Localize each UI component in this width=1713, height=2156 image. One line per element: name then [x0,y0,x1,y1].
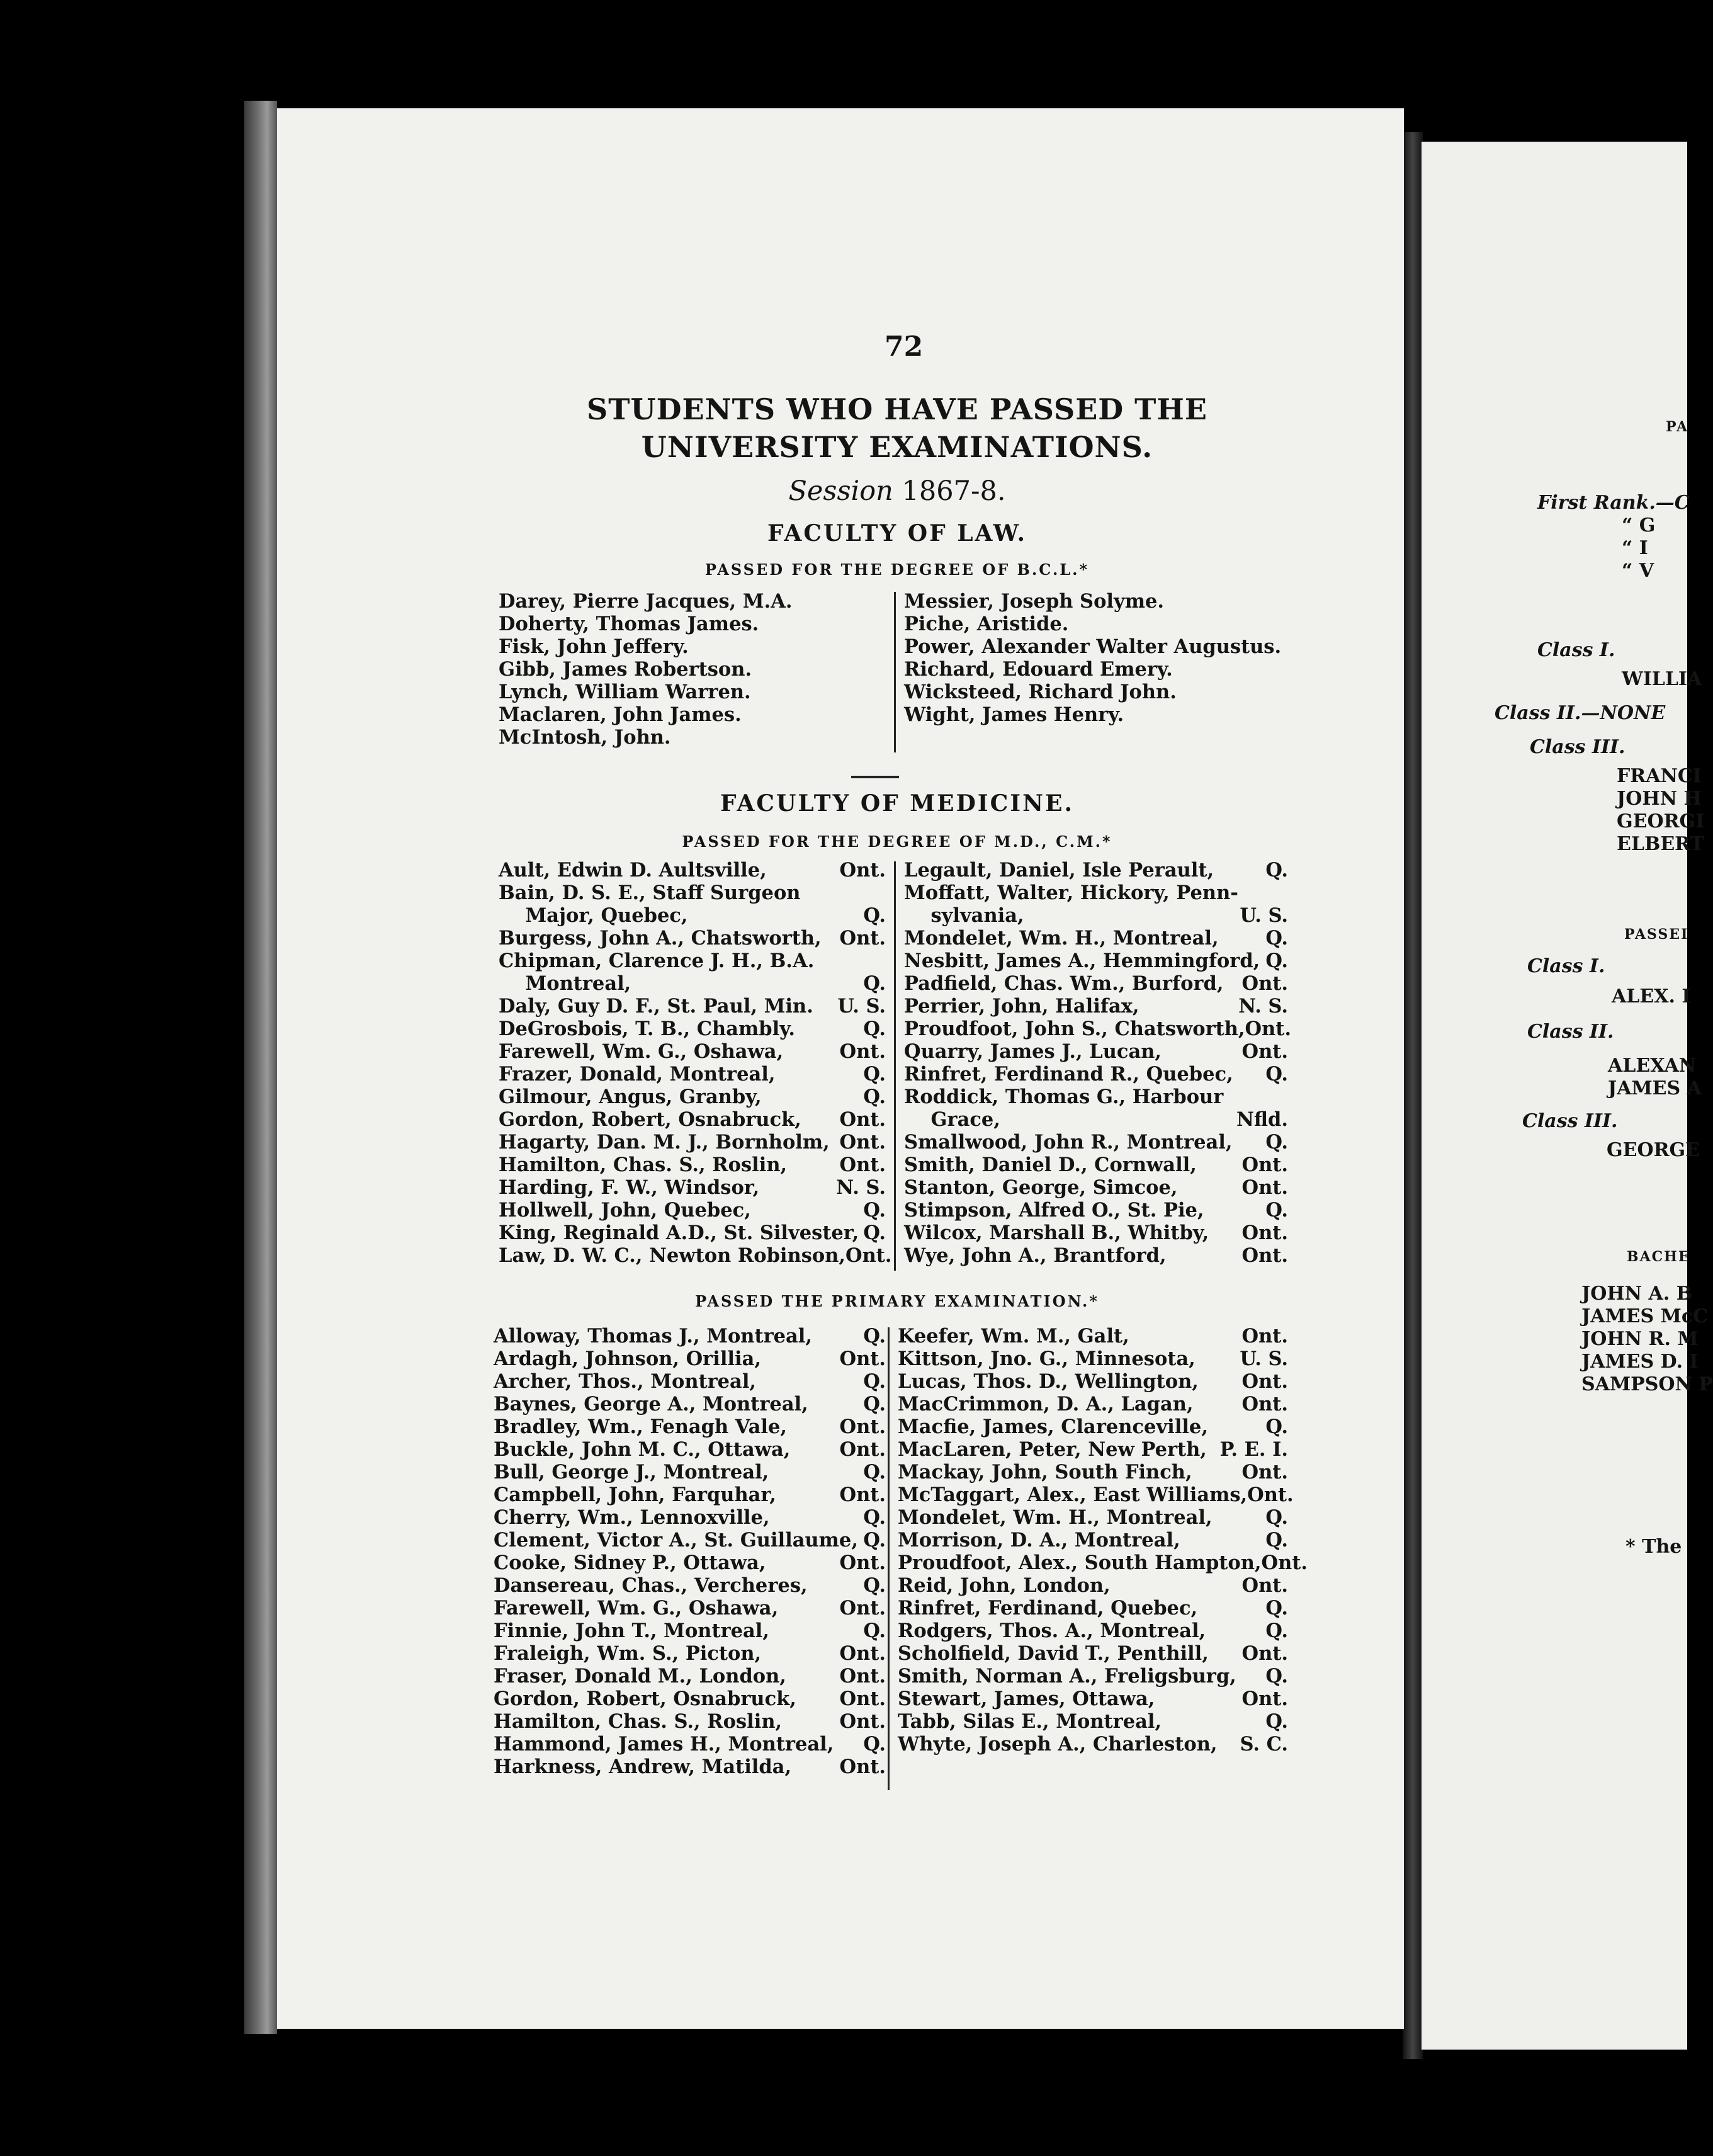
entry-province: Ont. [839,1416,886,1438]
entry-province: Ont. [1241,1574,1288,1597]
list-entry [904,1199,1288,1222]
facing-john-r-m: JOHN R. M [1581,1328,1699,1350]
entry-province: Q. [863,1574,886,1597]
law-list-right [904,590,1281,726]
facing-george: GEORGE [1607,1139,1700,1161]
list-entry [499,1154,886,1176]
entry-name: Wight, James Henry. [904,703,1124,726]
list-entry [499,1176,886,1199]
facing-franci: FRANCI [1617,765,1702,787]
entry-name: Baynes, George A., Montreal, [494,1393,808,1416]
entry-province: N. S. [836,1176,886,1199]
entry-name: Piche, Aristide. [904,613,1069,635]
list-entry [499,927,886,950]
entry-province: Ont. [1245,1018,1291,1040]
facing-bache: BACHE [1627,1249,1690,1265]
entry-name: Rodgers, Thos. A., Montreal, [898,1620,1206,1642]
list-entry [499,995,886,1018]
entry-name: Hamilton, Chas. S., Roslin, [499,1154,788,1176]
entry-province: Ont. [839,1108,886,1131]
entry-province: Ont. [1241,972,1288,995]
list-entry [904,972,1288,995]
list-entry [494,1597,886,1620]
entry-name: Scholfield, David T., Penthill, [898,1642,1209,1665]
list-entry [904,1086,1288,1108]
entry-name: Clement, Victor A., St. Guillaume, [494,1529,858,1552]
session-year: 1867-8. [902,475,1006,507]
entry-name: Smallwood, John R., Montreal, [904,1131,1233,1154]
entry-province: Q. [1265,1131,1288,1154]
facing-class-1b: Class I. [1527,955,1605,977]
list-entry [494,1416,886,1438]
list-entry [494,1438,886,1461]
entry-province: Q. [1265,1199,1288,1222]
entry-name: Messier, Joseph Solyme. [904,590,1165,613]
list-entry [499,972,886,995]
entry-province: Ont. [839,1642,886,1665]
entry-name: King, Reginald A.D., St. Silvester, [499,1222,859,1244]
section-rule [851,776,899,778]
entry-province: Q. [863,1529,886,1552]
entry-name: Padfield, Chas. Wm., Burford, [904,972,1224,995]
session-line [497,475,1297,507]
list-entry [494,1756,886,1778]
entry-name: Nesbitt, James A., Hemmingford, [904,950,1260,972]
entry-name: Hamilton, Chas. S., Roslin, [494,1710,783,1733]
entry-name: Gordon, Robert, Osnabruck, [494,1688,796,1710]
entry-name: Frazer, Donald, Montreal, [499,1063,776,1086]
facing-willia: WILLIA [1622,668,1702,690]
entry-province: Ont. [839,1040,886,1063]
entry-name: Lucas, Thos. D., Wellington, [898,1370,1199,1393]
entry-name: DeGrosbois, T. B., Chambly. [499,1018,796,1040]
list-entry [494,1370,886,1393]
list-entry [904,590,1281,613]
medicine-heading: FACULTY OF MEDICINE. [720,790,1074,817]
entry-name: Ault, Edwin D. Aultsville, [499,859,767,882]
entry-province: Q. [863,1733,886,1756]
entry-province: Q. [863,1018,886,1040]
entry-name: Morrison, D. A., Montreal, [898,1529,1180,1552]
entry-name: Stanton, George, Simcoe, [904,1176,1178,1199]
facing-class-2-none: Class II.—NONE [1495,702,1666,724]
entry-name: Rinfret, Ferdinand, Quebec, [898,1597,1198,1620]
list-entry [898,1688,1288,1710]
facing-john-h: JOHN H [1617,788,1702,810]
list-entry [898,1597,1288,1620]
entry-name: Kittson, Jno. G., Minnesota, [898,1347,1196,1370]
list-entry [898,1370,1288,1393]
list-entry [904,950,1288,972]
entry-name: Stewart, James, Ottawa, [898,1688,1155,1710]
list-entry [499,1040,886,1063]
list-entry [494,1574,886,1597]
entry-name: Richard, Edouard Emery. [904,658,1173,681]
list-entry [904,1244,1288,1267]
medicine-subheading: PASSED FOR THE DEGREE OF M.D., C.M.* [682,832,1112,851]
facing-alexan: ALEXAN [1608,1055,1697,1077]
list-entry [499,1244,892,1267]
list-entry [494,1642,886,1665]
law-list-left [499,590,793,749]
list-entry [494,1620,886,1642]
book-gutter [1403,132,1423,2059]
entry-name: Moffatt, Walter, Hickory, Penn- [904,882,1238,904]
entry-name: Chipman, Clarence J. H., B.A. [499,950,815,972]
list-entry [499,1086,886,1108]
list-entry [499,859,886,882]
entry-name: Alloway, Thomas J., Montreal, [494,1325,813,1347]
entry-name: Archer, Thos., Montreal, [494,1370,757,1393]
entry-name: Mondelet, Wm. H., Montreal, [898,1506,1213,1529]
entry-name: Wye, John A., Brantford, [904,1244,1167,1267]
entry-province: Q. [1265,927,1288,950]
list-entry [494,1733,886,1756]
entry-name: Hammond, James H., Montreal, [494,1733,834,1756]
entry-name: Reid, John, London, [898,1574,1111,1597]
entry-province: Ont. [839,859,886,882]
entry-province: Q. [1265,950,1288,972]
entry-province: Q. [1265,1063,1288,1086]
entry-province: Ont. [1241,1154,1288,1176]
entry-province: Ont. [839,1347,886,1370]
entry-name: Fisk, John Jeffery. [499,635,689,658]
list-entry [499,703,793,726]
list-entry [898,1710,1288,1733]
list-entry [499,658,793,681]
entry-name: Montreal, [499,972,631,995]
entry-province: U. S. [1240,1347,1288,1370]
entry-name: Maclaren, John James. [499,703,742,726]
list-entry [904,859,1288,882]
md-list-right [904,859,1291,1267]
entry-name: Grace, [904,1108,1000,1131]
facing-class-2b: Class II. [1527,1021,1614,1043]
entry-name: Farewell, Wm. G., Oshawa, [499,1040,784,1063]
list-entry [898,1461,1288,1484]
entry-province: Ont. [839,1154,886,1176]
list-entry [904,1018,1291,1040]
entry-province: Ont. [1241,1244,1288,1267]
facing-james-a: JAMES A [1608,1077,1702,1099]
entry-name: Quarry, James J., Lucan, [904,1040,1162,1063]
list-entry [898,1733,1288,1756]
entry-province: Ont. [1241,1176,1288,1199]
list-entry [494,1484,886,1506]
entry-province: Ont. [1241,1393,1288,1416]
list-entry [904,927,1288,950]
list-entry [499,1131,886,1154]
facing-pa: PA [1666,419,1689,435]
entry-province: Q. [863,1199,886,1222]
session-label: Session [788,475,893,507]
list-entry [904,681,1281,703]
law-heading: FACULTY OF LAW. [767,520,1027,547]
list-entry [904,703,1281,726]
list-entry [898,1552,1308,1574]
entry-name: Wicksteed, Richard John. [904,681,1177,703]
entry-name: McIntosh, John. [499,726,671,749]
entry-name: Bradley, Wm., Fenagh Vale, [494,1416,788,1438]
list-entry [499,904,886,927]
entry-name: Campbell, John, Farquhar, [494,1484,776,1506]
list-entry [898,1665,1288,1688]
entry-province: Ont. [839,927,886,950]
list-entry [499,590,793,613]
list-entry [499,1222,886,1244]
facing-class-3: Class III. [1530,736,1625,758]
facing-footnote: * The [1625,1536,1682,1558]
entry-name: Darey, Pierre Jacques, M.A. [499,590,793,613]
entry-name: Farewell, Wm. G., Oshawa, [494,1597,779,1620]
entry-province: Q. [863,1370,886,1393]
entry-name: Power, Alexander Walter Augustus. [904,635,1282,658]
entry-province: Ont. [839,1665,886,1688]
list-entry [499,1063,886,1086]
entry-province: Ont. [845,1244,892,1267]
facing-elbert: ELBERT [1617,833,1704,855]
facing-georgi: GEORGI [1617,810,1705,832]
entry-name: Bull, George J., Montreal, [494,1461,769,1484]
facing-first-rank: First Rank.—C [1537,492,1690,514]
entry-name: Stimpson, Alfred O., St. Pie, [904,1199,1204,1222]
entry-name: Fraser, Donald M., London, [494,1665,786,1688]
entry-province: Ont. [1241,1325,1288,1347]
list-entry [499,681,793,703]
entry-name: Gordon, Robert, Osnabruck, [499,1108,801,1131]
entry-name: Ardagh, Johnson, Orillia, [494,1347,761,1370]
entry-name: Tabb, Silas E., Montreal, [898,1710,1162,1733]
law-subheading: PASSED FOR THE DEGREE OF B.C.L.* [704,560,1090,579]
entry-name: Hagarty, Dan. M. J., Bornholm, [499,1131,830,1154]
entry-province: Ont. [1241,1222,1288,1244]
entry-name: Hollwell, John, Quebec, [499,1199,751,1222]
entry-name: McTaggart, Alex., East Williams, [898,1484,1248,1506]
facing-page [1422,142,1713,2050]
entry-name: MacCrimmon, D. A., Lagan, [898,1393,1194,1416]
list-entry [499,950,886,972]
list-entry [499,635,793,658]
md-column-divider [894,861,896,1271]
entry-name: Gibb, James Robertson. [499,658,752,681]
entry-name: Law, D. W. C., Newton Robinson, [499,1244,845,1267]
list-entry [898,1393,1288,1416]
facing-john-a-b: JOHN A. B [1581,1283,1693,1305]
entry-province: S. C. [1240,1733,1288,1756]
entry-name: Mondelet, Wm. H., Montreal, [904,927,1219,950]
list-entry [904,1222,1288,1244]
entry-province: Ont. [839,1484,886,1506]
entry-name: MacLaren, Peter, New Perth, [898,1438,1207,1461]
entry-province: Q. [863,1325,886,1347]
entry-name: Burgess, John A., Chatsworth, [499,927,822,950]
list-entry [898,1484,1294,1506]
entry-name: Daly, Guy D. F., St. Paul, Min. [499,995,813,1018]
entry-name: Finnie, John T., Montreal, [494,1620,769,1642]
entry-province: P. E. I. [1219,1438,1288,1461]
entry-name: Lynch, William Warren. [499,681,751,703]
entry-name: Proudfoot, John S., Chatsworth, [904,1018,1245,1040]
entry-name: Keefer, Wm. M., Galt, [898,1325,1129,1347]
entry-province: Ont. [1241,1040,1288,1063]
list-entry [898,1325,1288,1347]
entry-name: Whyte, Joseph A., Charleston, [898,1733,1218,1756]
entry-name: Legault, Daniel, Isle Perault, [904,859,1214,882]
list-entry [898,1438,1288,1461]
entry-name: Fraleigh, Wm. S., Picton, [494,1642,762,1665]
entry-province: Ont. [1241,1370,1288,1393]
entry-province: Q. [1265,859,1288,882]
list-entry [904,1154,1288,1176]
primary-list-left [494,1325,886,1778]
list-entry [904,635,1281,658]
list-entry [494,1688,886,1710]
facing-sampson: SAMPSON P [1581,1373,1713,1395]
list-entry [904,1108,1288,1131]
entry-province: Q. [863,1086,886,1108]
entry-name: Proudfoot, Alex., South Hampton, [898,1552,1262,1574]
entry-name: Roddick, Thomas G., Harbour [904,1086,1224,1108]
list-entry [898,1620,1288,1642]
list-entry [904,1131,1288,1154]
primary-column-divider [888,1327,890,1790]
entry-name: Harding, F. W., Windsor, [499,1176,760,1199]
entry-province: Ont. [1247,1484,1294,1506]
list-entry [494,1552,886,1574]
entry-province: Q. [863,1222,886,1244]
list-entry [494,1393,886,1416]
list-entry [499,1108,886,1131]
list-entry [904,658,1281,681]
entry-province: Ont. [839,1688,886,1710]
facing-james-d: JAMES D. I [1581,1351,1699,1373]
entry-name: Major, Quebec, [499,904,688,927]
entry-province: Ont. [839,1131,886,1154]
entry-province: Q. [1265,1597,1288,1620]
entry-name: Wilcox, Marshall B., Whitby, [904,1222,1209,1244]
page-title: STUDENTS WHO HAVE PASSED THE UNIVERSITY EXAMINATIONS. [587,392,1207,464]
list-entry [499,882,886,904]
list-entry [494,1710,886,1733]
facing-ditto-3: “ V [1622,560,1654,582]
list-entry [494,1506,886,1529]
page-number: 72 [885,331,924,363]
entry-name: Bain, D. S. E., Staff Surgeon [499,882,801,904]
md-list-left [499,859,892,1267]
list-entry [499,726,793,749]
facing-james-mc: JAMES McC [1581,1305,1709,1327]
list-entry [499,1199,886,1222]
list-entry [904,882,1288,904]
entry-name: Macfie, James, Clarenceville, [898,1416,1208,1438]
list-entry [499,1018,886,1040]
entry-province: Q. [863,1393,886,1416]
entry-province: Q. [863,1620,886,1642]
list-entry [494,1347,886,1370]
list-entry [904,1176,1288,1199]
entry-province: Q. [1265,1506,1288,1529]
entry-province: Nfld. [1236,1108,1288,1131]
facing-passed: PASSEI [1624,926,1689,943]
entry-province: U. S. [837,995,886,1018]
entry-province: Q. [1265,1529,1288,1552]
entry-province: U. S. [1240,904,1288,927]
entry-province: Ont. [839,1597,886,1620]
entry-province: N. S. [1238,995,1288,1018]
list-entry [904,904,1288,927]
entry-province: Ont. [1241,1688,1288,1710]
book-spine-edge [244,101,277,2034]
entry-name: Buckle, John M. C., Ottawa, [494,1438,791,1461]
entry-name: Perrier, John, Halifax, [904,995,1139,1018]
list-entry [494,1529,886,1552]
primary-subheading: PASSED THE PRIMARY EXAMINATION.* [695,1292,1099,1310]
entry-province: Ont. [1241,1461,1288,1484]
entry-province: Q. [863,1461,886,1484]
entry-province: Q. [863,1506,886,1529]
facing-alex: ALEX. I [1612,985,1691,1007]
entry-province: Q. [1265,1665,1288,1688]
list-entry [494,1665,886,1688]
list-entry [898,1347,1288,1370]
entry-province: Ont. [839,1710,886,1733]
entry-name: Rinfret, Ferdinand R., Quebec, [904,1063,1233,1086]
entry-province: Ont. [839,1756,886,1778]
entry-name: sylvania, [904,904,1024,927]
entry-province: Ont. [1241,1642,1288,1665]
entry-province: Ont. [839,1438,886,1461]
entry-province: Q. [863,972,886,995]
list-entry [904,1063,1288,1086]
list-entry [898,1574,1288,1597]
entry-province: Ont. [839,1552,886,1574]
entry-name: Cooke, Sidney P., Ottawa, [494,1552,766,1574]
entry-name: Doherty, Thomas James. [499,613,759,635]
entry-name: Mackay, John, South Finch, [898,1461,1192,1484]
list-entry [499,613,793,635]
entry-name: Dansereau, Chas., Vercheres, [494,1574,808,1597]
entry-province: Ont. [1261,1552,1308,1574]
entry-name: Smith, Daniel D., Cornwall, [904,1154,1197,1176]
entry-name: Harkness, Andrew, Matilda, [494,1756,792,1778]
primary-list-right [898,1325,1308,1756]
entry-province: Q. [1265,1416,1288,1438]
list-entry [904,995,1288,1018]
entry-province: Q. [863,1063,886,1086]
law-column-divider [894,592,896,752]
entry-name: Smith, Norman A., Freligsburg, [898,1665,1236,1688]
list-entry [898,1416,1288,1438]
list-entry [494,1461,886,1484]
facing-class-3b: Class III. [1522,1110,1618,1132]
entry-province: Q. [1265,1710,1288,1733]
facing-ditto-1: “ G [1622,514,1656,536]
entry-name: Cherry, Wm., Lennoxville, [494,1506,770,1529]
list-entry [904,613,1281,635]
list-entry [494,1325,886,1347]
list-entry [898,1506,1288,1529]
entry-province: Q. [1265,1620,1288,1642]
list-entry [904,1040,1288,1063]
list-entry [898,1529,1288,1552]
facing-ditto-2: “ I [1622,537,1648,559]
entry-province: Q. [863,904,886,927]
list-entry [898,1642,1288,1665]
facing-class-1: Class I. [1537,639,1615,661]
entry-name: Gilmour, Angus, Granby, [499,1086,762,1108]
